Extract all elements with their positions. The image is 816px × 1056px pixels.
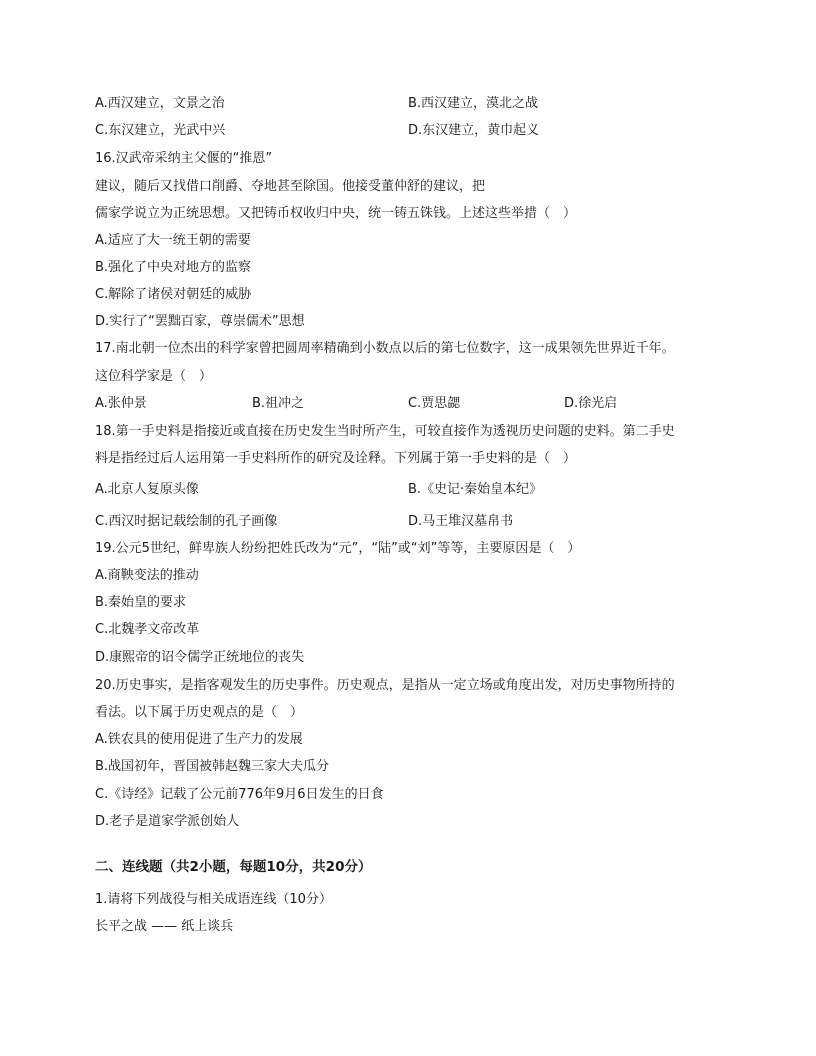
q15-option-b: B.西汉建立，漠北之战 [408,96,539,111]
q17-option-a: A.张仲景 [95,396,147,411]
q20-option-c: C.《诗经》记载了公元前776年9月6日发生的日食 [95,787,384,802]
q18-stem-line2: 料是指经过后人运用第一手史料所作的研究及诠释。下列属于第一手史料的是（ ） [95,451,577,466]
matching-q1-stem: 1.请将下列战役与相关成语连线（10分） [95,892,332,907]
q15-option-c: C.东汉建立，光武中兴 [95,123,226,138]
q17-option-b: B.祖冲之 [252,396,305,411]
q16-stem-line3: 儒家学说立为正统思想。又把铸币权收归中央，统一铸五铢钱。上述这些举措（ ） [95,206,577,221]
q16-option-c: C.解除了诸侯对朝廷的威胁 [95,287,252,302]
q18-option-d: D.马王堆汉墓帛书 [408,514,514,529]
q17-stem-line1: 17.南北朝一位杰出的科学家曾把圆周率精确到小数点以后的第七位数字，这一成果领先世界近千年。 [95,341,675,356]
q20-option-d: D.老子是道家学派创始人 [95,814,240,829]
q15-option-d: D.东汉建立，黄巾起义 [408,123,540,138]
q19-option-a: A.商鞅变法的推动 [95,568,199,583]
q18-stem-line1: 18.第一手史料是指接近或直接在历史发生当时所产生，可较直接作为透视历史问题的史料。第二手史 [95,424,675,439]
q20-stem-line1: 20.历史事实，是指客观发生的历史事件。历史观点，是指从一定立场或角度出发，对历史事物所持的 [95,678,675,693]
q17-stem-line2: 这位科学家是（ ） [95,369,213,384]
q19-option-c: C.北魏孝文帝改革 [95,622,200,637]
q20-stem-line2: 看法。以下属于历史观点的是（ ） [95,705,304,720]
q19-option-b: B.秦始皇的要求 [95,595,187,610]
matching-q1-line1: 长平之战 —— 纸上谈兵 [95,919,234,934]
q18-option-b: B.《史记·秦始皇本纪》 [408,482,543,497]
q15-option-a: A.西汉建立，文景之治 [95,96,225,111]
section-heading: 二、连线题（共2小题，每题10分，共20分） [95,859,372,875]
q16-option-a: A.适应了大一统王朝的需要 [95,233,251,248]
q20-option-b: B.战国初年，晋国被韩赵魏三家大夫瓜分 [95,759,330,774]
q18-option-c: C.西汉时据记载绘制的孔子画像 [95,514,278,529]
q16-option-b: B.强化了中央对地方的监察 [95,260,252,275]
q17-option-d: D.徐光启 [564,396,618,411]
q16-stem-line2: 建议，随后又找借口削爵、夺地甚至除国。他接受董仲舒的建议，把 [95,179,486,194]
q17-option-c: C.贾思勰 [408,396,461,411]
q19-option-d: D.康熙帝的诏令儒学正统地位的丧失 [95,650,305,665]
q16-stem-line1: 16.汉武帝采纳主父偃的“推恩” [95,151,273,166]
q20-option-a: A.铁农具的使用促进了生产力的发展 [95,732,303,747]
q19-stem: 19.公元5世纪，鲜卑族人纷纷把姓氏改为“元”，“陆”或“刘”等等，主要原因是（ ） [95,541,581,556]
q16-option-d: D.实行了“罢黜百家，尊崇儒术”思想 [95,314,305,329]
q18-option-a: A.北京人复原头像 [95,482,199,497]
